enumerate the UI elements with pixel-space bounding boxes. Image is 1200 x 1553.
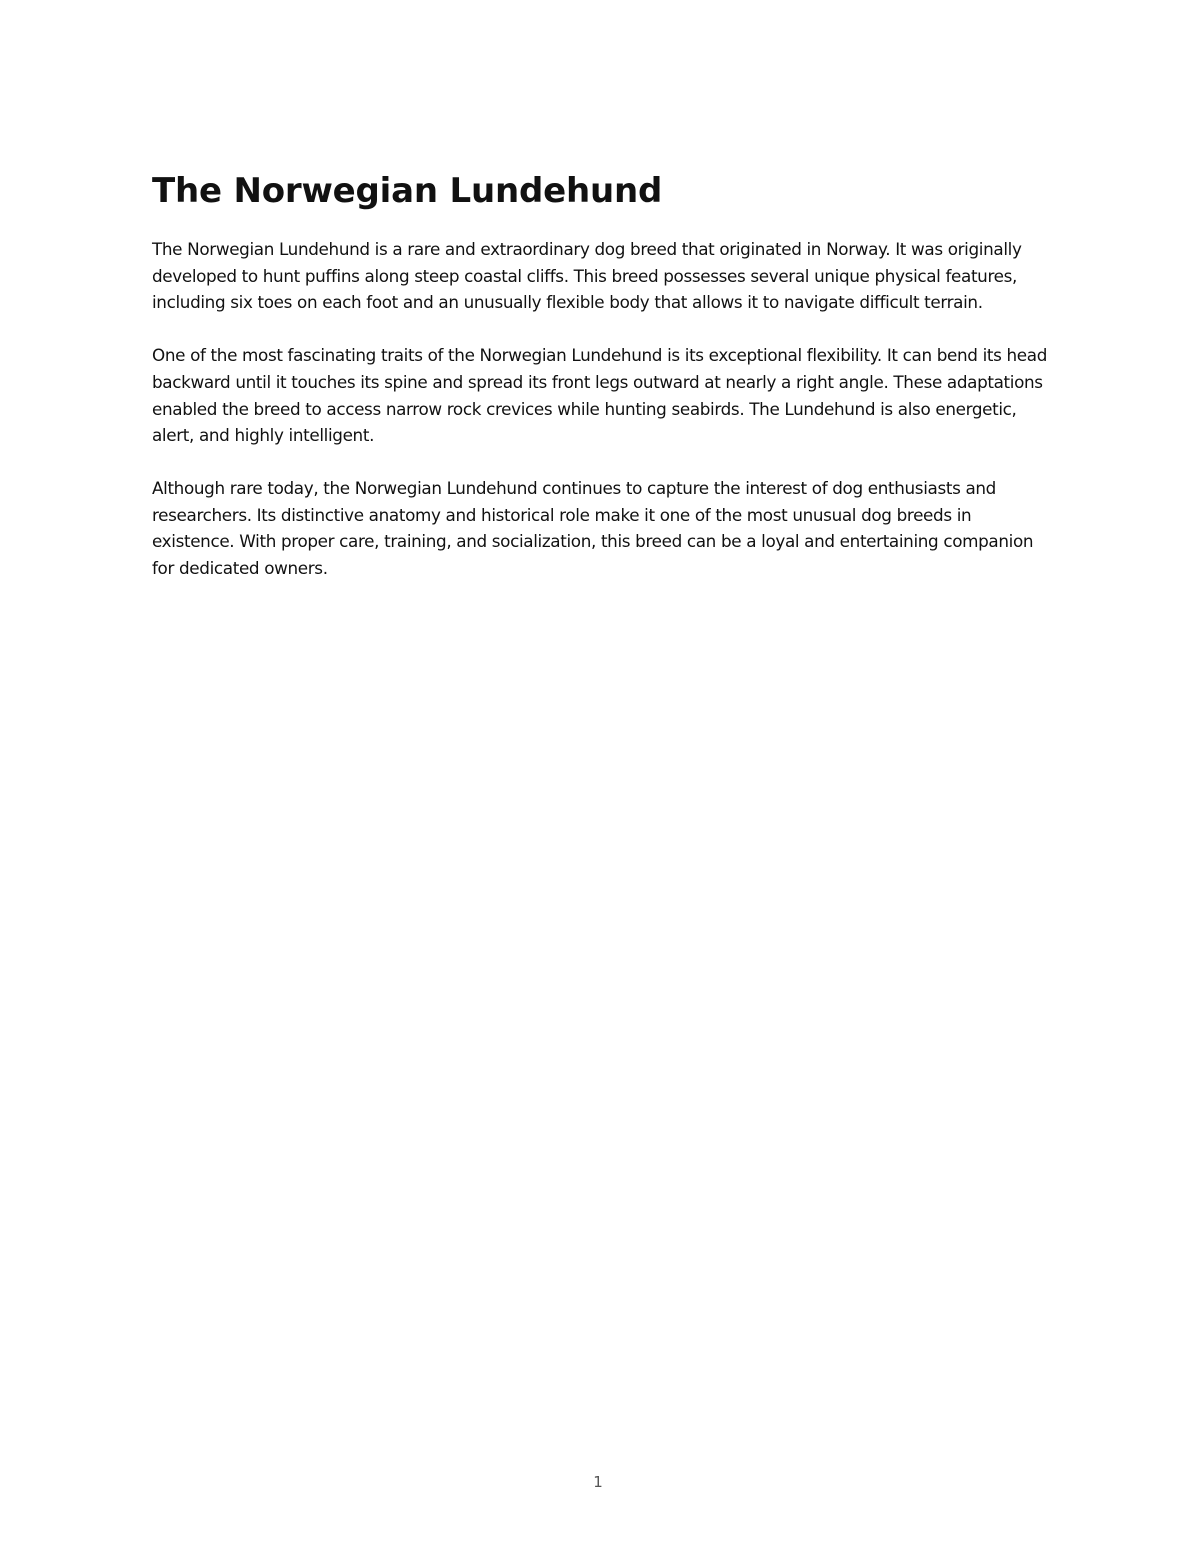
- document-title: The Norwegian Lundehund: [152, 171, 663, 211]
- page-number: 1: [593, 1473, 603, 1491]
- document-body: [152, 168, 1052, 608]
- paragraph-3: Although rare today, the Norwegian Lundehund continues to capture the interest of dog enthusiasts and researchers. Its distinctive anatomy and historical role make it one of the most unusual dog breeds in existence. With proper care, training, and socialization, this breed can be a loyal and entertaining companion for dedicated owners.: [152, 477, 1034, 579]
- paragraph-2: One of the most fascinating traits of the Norwegian Lundehund is its exceptional flexibility. It can bend its head backward until it touches its spine and spread its front legs outward at nearly a right angle. These adaptations enabled the breed to access narrow rock crevices while hunting seabirds. The Lundehund is also energetic, alert, and highly intelligent.: [152, 345, 1047, 446]
- paragraph-1: The Norwegian Lundehund is a rare and extraordinary dog breed that originated in Norway. It was originally developed to hunt puffins along steep coastal cliffs. This breed possesses several unique physical features, including six toes on each foot and an unusually flexible body that allows it to navigate difficult terrain.: [152, 239, 1022, 313]
